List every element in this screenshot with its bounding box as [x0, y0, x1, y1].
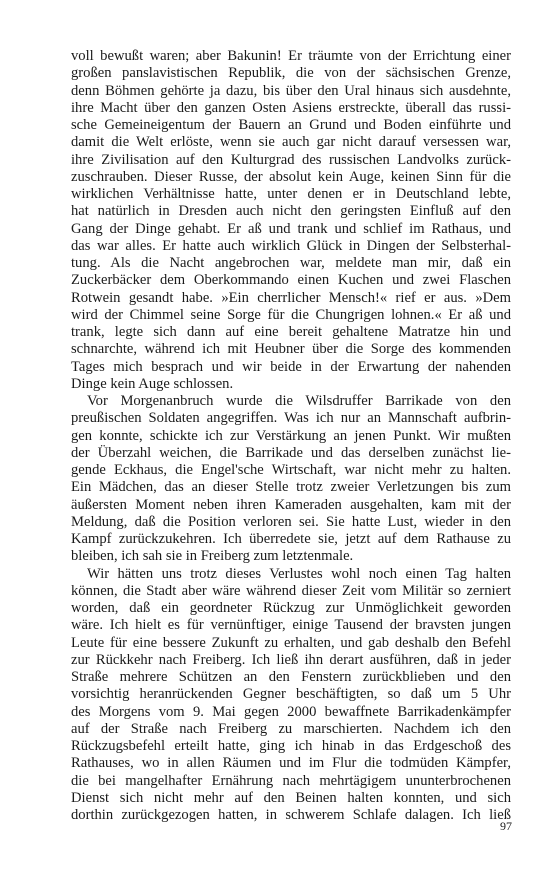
text-line: schnarchte, während ich mit Heubner über die Sorge des kommenden [71, 341, 511, 358]
text-line: Leute für eine bessere Zukunft zu erhalten, und gab deshalb den Befehl [71, 634, 511, 651]
text-line: trank, legte sich dann auf eine bereit gehaltene Matratze hin und [71, 324, 511, 340]
text-line: bleiben, ich sah sie in Freiberg zum letztenmale. [71, 548, 354, 565]
text-line: wirklichen Verhältnisse hatte, unter denen er in Deutschland lebte, [71, 186, 511, 202]
text-line: Rathauses, wo in allen Räumen und im Flur die todmüden Kämpfer, [71, 755, 511, 772]
text-line: zur Rückkehr nach Freiberg. Ich ließ ihn derart ausführen, daß in jeder [71, 651, 511, 668]
text-line: hat natürlich in Dresden auch nicht den geringsten Einfluß auf den [71, 203, 511, 220]
text-line: sche Gemeineigentum der Bauern an Grund und Boden einführte und [71, 117, 511, 133]
text-line: ihre Macht über den ganzen Osten Asiens erstreckte, überall das russi- [71, 99, 511, 116]
body-text [71, 48, 511, 824]
text-line: voll bewußt waren; aber Bakunin! Er träumte von der Errichtung einer [71, 48, 511, 64]
text-line: Rückzugsbefehl erteilt hatte, ging ich hinab in das Erdgeschoß des [71, 738, 511, 754]
text-line: gende Eckhaus, die Engel'sche Wirtschaft, war nicht mehr zu halten. [71, 462, 511, 478]
text-line: können, die Stadt aber wäre während dieser Zeit vom Militär so zerniert [71, 582, 511, 599]
text-line: der Überzahl weichen, die Barrikade und das derselben zunächst lie- [71, 444, 511, 461]
text-line: zuschrauben. Dieser Russe, der absolut kein Auge, keinen Sinn für die [71, 168, 511, 185]
text-line: wird der Chimmel seine Sorge für die Chungrigen lohnen.« Er aß und [71, 306, 511, 323]
paragraph [71, 48, 511, 393]
text-line: Zuckerbäcker dem Oberkommando einen Kuchen und zwei Flaschen [71, 272, 511, 289]
text-line: Ein Mädchen, das an dieser Stelle trotz zweier Verletzungen bis zum [71, 479, 511, 496]
text-line: preußischen Soldaten angegriffen. Was ich nur an Mannschaft aufbrin- [71, 410, 511, 427]
page-number: 97 [500, 819, 512, 833]
text-line: Rotwein gesandt habe. »Ein cherrlicher Mensch!« rief er aus. »Dem [71, 289, 511, 306]
text-line: dorthin zurückgezogen hatten, in schwerem Schlafe dalagen. Ich ließ [71, 807, 511, 823]
text-line: damit die Welt erlöste, wenn sie auch gar nicht darauf versessen war, [71, 134, 511, 151]
text-line: Dinge kein Auge schlossen. [71, 375, 234, 392]
text-line: auf der Straße nach Freiberg zu marschierten. Nachdem ich den [71, 720, 511, 737]
text-line: Meldung, daß die Position verloren sei. Sie hatte Lust, wieder in den [71, 513, 511, 530]
text-line: worden, daß ein geordneter Rückzug zur Unmöglichkeit geworden [71, 600, 511, 616]
text-line: Kampf zurückzukehren. Ich überredete sie, jetzt auf dem Rathause zu [71, 531, 511, 547]
text-line: wäre. Ich hielt es für vernünftiger, einige Tausend der bravsten jungen [71, 617, 511, 634]
text-line: Straße mehrere Schützen an den Fenstern zurückblieben und den [71, 669, 511, 685]
text-line: vorsichtig heranrückenden Gegner beschäftigten, so daß um 5 Uhr [71, 686, 511, 703]
paragraph [71, 566, 511, 825]
text-line: das war alles. Er hatte auch wirklich Glück in Dingen der Selbsterhal- [71, 237, 511, 254]
text-line: ihre Zivilisation auf den Kulturgrad des russischen Landvolks zurück- [71, 151, 511, 168]
text-line: die bei mangelhafter Ernährung nach mehrtägigem ununterbrochenen [71, 772, 511, 789]
text-line: Vor Morgenanbruch wurde die Wilsdruffer Barrikade von den [87, 393, 511, 409]
text-line: Dienst sich nicht mehr auf den Beinen halten konnten, und sich [71, 789, 511, 806]
text-line: Gang der Dinge gehabt. Er aß und trank und schlief im Rathaus, und [71, 220, 511, 237]
text-line: des Morgens vom 9. Mai gegen 2000 bewaffnete Barrikadenkämpfer [71, 703, 511, 720]
text-line: tung. Als die Nacht angebrochen war, meldete man mir, daß ein [71, 255, 511, 271]
paragraph [71, 393, 511, 566]
text-line: Tages mich besprach und wir beide in der Erwartung der nahenden [71, 358, 511, 375]
text-line: äußersten Moment neben ihren Kameraden ausgehalten, kam mit der [71, 496, 511, 513]
text-line: Wir hätten uns trotz dieses Verlustes wohl noch einen Tag halten [87, 565, 511, 582]
text-line: großen panslavistischen Republik, die von der sächsischen Grenze, [71, 65, 511, 82]
text-line: denn Böhmen gehörte ja dazu, bis über den Ural hinaus sich ausdehnte, [71, 82, 511, 99]
text-line: gen konnte, schickte ich zur Verstärkung an jenen Punkt. Wir mußten [71, 427, 511, 444]
